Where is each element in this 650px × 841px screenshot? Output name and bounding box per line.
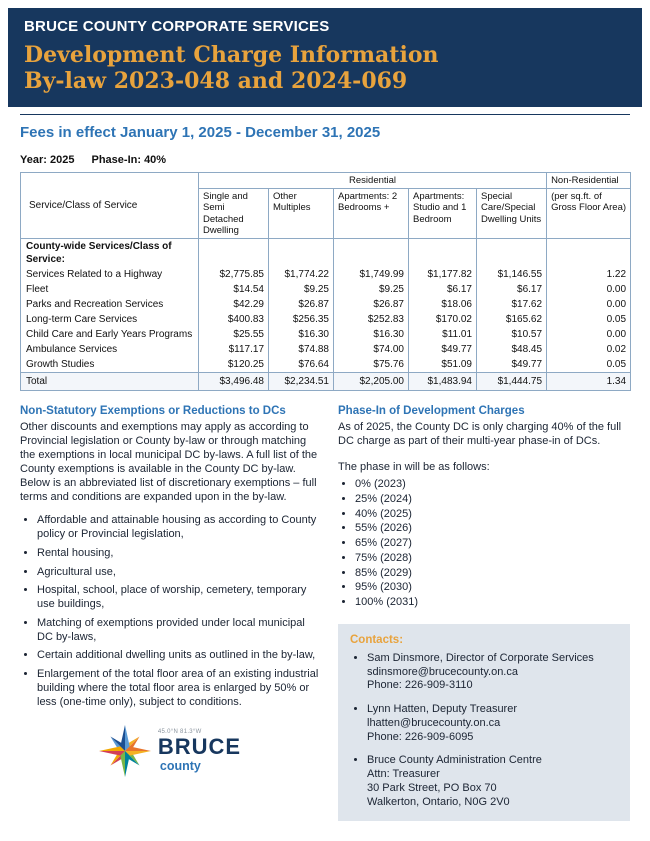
contact-line: Attn: Treasurer xyxy=(367,768,440,781)
empty-cell xyxy=(199,238,269,267)
empty-cell xyxy=(547,238,631,267)
empty-cell xyxy=(409,238,477,267)
phase-item: • 0% (2023) xyxy=(355,478,630,492)
contact-item xyxy=(367,703,618,744)
contact-line: Walkerton, Ontario, N0G 2V0 xyxy=(367,795,510,808)
total-value: 1.34 xyxy=(547,372,631,390)
fee-value: $1,177.82 xyxy=(409,267,477,282)
two-column-section xyxy=(20,405,630,821)
fee-value: 0.00 xyxy=(547,282,631,297)
col-header-special-care: Special Care/Special Dwelling Units xyxy=(477,189,547,239)
compass-icon xyxy=(99,725,151,777)
total-value: $3,496.48 xyxy=(199,372,269,390)
content-area xyxy=(0,114,650,822)
fee-value: $49.77 xyxy=(409,342,477,357)
phase-item: • 55% (2026) xyxy=(355,522,630,536)
exemption-item: • Hospital, school, place of worship, cemetery, temporary use buildings, xyxy=(37,584,320,612)
fee-value: $25.55 xyxy=(199,327,269,342)
phase-item: • 65% (2027) xyxy=(355,537,630,551)
fee-value: $2,775.85 xyxy=(199,267,269,282)
phase-in-label: Phase-In: 40% xyxy=(91,153,167,166)
empty-cell xyxy=(334,238,409,267)
fee-value: $10.57 xyxy=(477,327,547,342)
exemption-item: • Enlargement of the total floor area of an existing industrial building where the total floor area is enlarged by 50% or less (one-time only), subject to conditions. xyxy=(37,668,320,709)
contacts-list xyxy=(350,652,618,810)
fee-value: $74.00 xyxy=(334,342,409,357)
fee-value: $16.30 xyxy=(269,327,334,342)
total-label: Total xyxy=(21,372,199,390)
fee-value: $165.62 xyxy=(477,312,547,327)
contact-line: lhatten@brucecounty.on.ca xyxy=(367,716,501,729)
fee-value: 0.02 xyxy=(547,342,631,357)
fee-row xyxy=(21,342,631,357)
fee-value: $18.06 xyxy=(409,297,477,312)
exemption-item: • Affordable and attainable housing as according to County policy or Provincial legislation, xyxy=(37,514,320,542)
contact-line: • Sam Dinsmore, Director of Corporate Services xyxy=(367,651,594,664)
fee-row xyxy=(21,327,631,342)
phase-item: • 95% (2030) xyxy=(355,581,630,595)
section-label: County-wide Services/Class of Service: xyxy=(21,238,199,267)
fee-value: $400.83 xyxy=(199,312,269,327)
phase-item: • 40% (2025) xyxy=(355,508,630,522)
fee-value: 1.22 xyxy=(547,267,631,282)
fee-value: $42.29 xyxy=(199,297,269,312)
col-header-other-multiples: Other Multiples xyxy=(269,189,334,239)
logo-subtext: county xyxy=(159,759,201,774)
col-header-nonres-sqft: (per sq.ft. of Gross Floor Area) xyxy=(547,189,631,239)
doc-title-line2: By-law 2023-048 and 2024-069 xyxy=(24,67,408,94)
col-header-apartments-studio: Apartments: Studio and 1 Bedroom xyxy=(409,189,477,239)
exemption-item: • Certain additional dwelling units as outlined in the by-law, xyxy=(37,649,320,663)
contact-item xyxy=(367,652,618,693)
exemptions-heading: Non-Statutory Exemptions or Reductions to DCs xyxy=(20,404,286,417)
fee-value: $74.88 xyxy=(269,342,334,357)
org-title: BRUCE COUNTY CORPORATE SERVICES xyxy=(24,18,330,35)
fee-value: $16.30 xyxy=(334,327,409,342)
total-value: $1,483.94 xyxy=(409,372,477,390)
fee-value: $17.62 xyxy=(477,297,547,312)
phase-item: • 75% (2028) xyxy=(355,552,630,566)
fee-value: 0.05 xyxy=(547,357,631,373)
fee-value: $49.77 xyxy=(477,357,547,373)
fee-value: $11.01 xyxy=(409,327,477,342)
fee-value: $1,146.55 xyxy=(477,267,547,282)
fee-value: $170.02 xyxy=(409,312,477,327)
contact-item xyxy=(367,754,618,809)
contacts-box xyxy=(338,624,630,822)
contact-line: Phone: 226-909-3110 xyxy=(367,679,473,692)
empty-cell xyxy=(269,238,334,267)
total-value: $1,444.75 xyxy=(477,372,547,390)
total-row xyxy=(21,372,631,390)
col-header-apartments-2bed: Apartments: 2 Bedrooms + xyxy=(334,189,409,239)
contact-line: • Lynn Hatten, Deputy Treasurer xyxy=(367,703,518,716)
phase-item: • 85% (2029) xyxy=(355,567,630,581)
exemption-item: • Rental housing, xyxy=(37,547,320,561)
table-group-header-row xyxy=(21,172,631,188)
fee-value: $75.76 xyxy=(334,357,409,373)
fee-value: $6.17 xyxy=(409,282,477,297)
header-banner xyxy=(8,8,642,107)
exemption-item: • Matching of exemptions provided under local municipal DC by-laws, xyxy=(37,617,320,645)
fee-value: $76.64 xyxy=(269,357,334,373)
fee-value: $1,774.22 xyxy=(269,267,334,282)
contact-line: 30 Park Street, PO Box 70 xyxy=(367,781,497,794)
total-value: $2,205.00 xyxy=(334,372,409,390)
year-phase-line xyxy=(20,154,630,166)
service-name: Ambulance Services xyxy=(21,342,199,357)
logo-wordmark: BRUCE xyxy=(157,734,242,760)
service-name: Long-term Care Services xyxy=(21,312,199,327)
fee-value: $6.17 xyxy=(477,282,547,297)
empty-cell xyxy=(477,238,547,267)
fee-value: $26.87 xyxy=(334,297,409,312)
phase-item: • 25% (2024) xyxy=(355,493,630,507)
fee-value: $117.17 xyxy=(199,342,269,357)
fee-value: $9.25 xyxy=(334,282,409,297)
service-name: Child Care and Early Years Programs xyxy=(21,327,199,342)
fee-value: $256.35 xyxy=(269,312,334,327)
nonresidential-group-header: Non-Residential xyxy=(547,172,631,188)
year-label: Year: 2025 xyxy=(20,153,75,166)
residential-group-header: Residential xyxy=(199,172,547,188)
total-value: $2,234.51 xyxy=(269,372,334,390)
contact-line: sdinsmore@brucecounty.on.ca xyxy=(367,665,518,678)
phase-list-intro: The phase in will be as follows: xyxy=(338,461,490,474)
exemptions-body: Other discounts and exemptions may apply as according to Provincial legislation or County by-law or through matching the exemptions in local municipal DC by-laws. A full list of the County exemptions is available in the County DC by-law. Below is an abbreviated list of discretionary exemptions – full terms and conditions are expanded upon in the by-law. xyxy=(20,420,318,504)
exemptions-column xyxy=(20,405,320,821)
phase-in-heading: Phase-In of Development Charges xyxy=(338,404,525,417)
col-header-single-semi: Single and Semi Detached Dwelling xyxy=(199,189,269,239)
bruce-county-logo xyxy=(20,725,320,777)
fee-row xyxy=(21,357,631,373)
exemption-item: • Agricultural use, xyxy=(37,566,320,580)
service-name: Fleet xyxy=(21,282,199,297)
fee-value: 0.00 xyxy=(547,327,631,342)
service-name: Growth Studies xyxy=(21,357,199,373)
section-row xyxy=(21,238,631,267)
phase-item: • 100% (2031) xyxy=(355,596,630,610)
service-name: Services Related to a Highway xyxy=(21,267,199,282)
phase-in-column xyxy=(338,405,630,821)
fees-table-body xyxy=(21,238,631,372)
contact-line: • Bruce County Administration Centre xyxy=(367,754,542,767)
doc-title-line1: Development Charge Information xyxy=(24,42,439,68)
fee-value: $51.09 xyxy=(409,357,477,373)
fee-value: $26.87 xyxy=(269,297,334,312)
fee-row xyxy=(21,312,631,327)
phase-list xyxy=(338,478,630,610)
fee-value: 0.05 xyxy=(547,312,631,327)
contact-line: Phone: 226-909-6095 xyxy=(367,730,474,743)
contacts-heading: Contacts: xyxy=(350,633,404,646)
fee-value: $120.25 xyxy=(199,357,269,373)
logo-wordmark-block xyxy=(158,729,241,773)
fee-row xyxy=(21,267,631,282)
fees-effective-heading: Fees in effect January 1, 2025 - December 31, 2025 xyxy=(20,114,630,141)
fees-table xyxy=(20,172,631,391)
fee-value: 0.00 xyxy=(547,297,631,312)
phase-in-body: As of 2025, the County DC is only charging 40% of the full DC charge as part of their multi-year phase-in of DCs. xyxy=(338,420,622,447)
service-name: Parks and Recreation Services xyxy=(21,297,199,312)
service-col-header: Service/Class of Service xyxy=(21,172,199,238)
fee-value: $14.54 xyxy=(199,282,269,297)
fee-row xyxy=(21,297,631,312)
fee-value: $1,749.99 xyxy=(334,267,409,282)
logo-coordinates: 45.0°N 81.3°W xyxy=(157,729,202,736)
fee-value: $48.45 xyxy=(477,342,547,357)
exemptions-list xyxy=(20,514,320,709)
fee-row xyxy=(21,282,631,297)
fee-value: $9.25 xyxy=(269,282,334,297)
fee-value: $252.83 xyxy=(334,312,409,327)
